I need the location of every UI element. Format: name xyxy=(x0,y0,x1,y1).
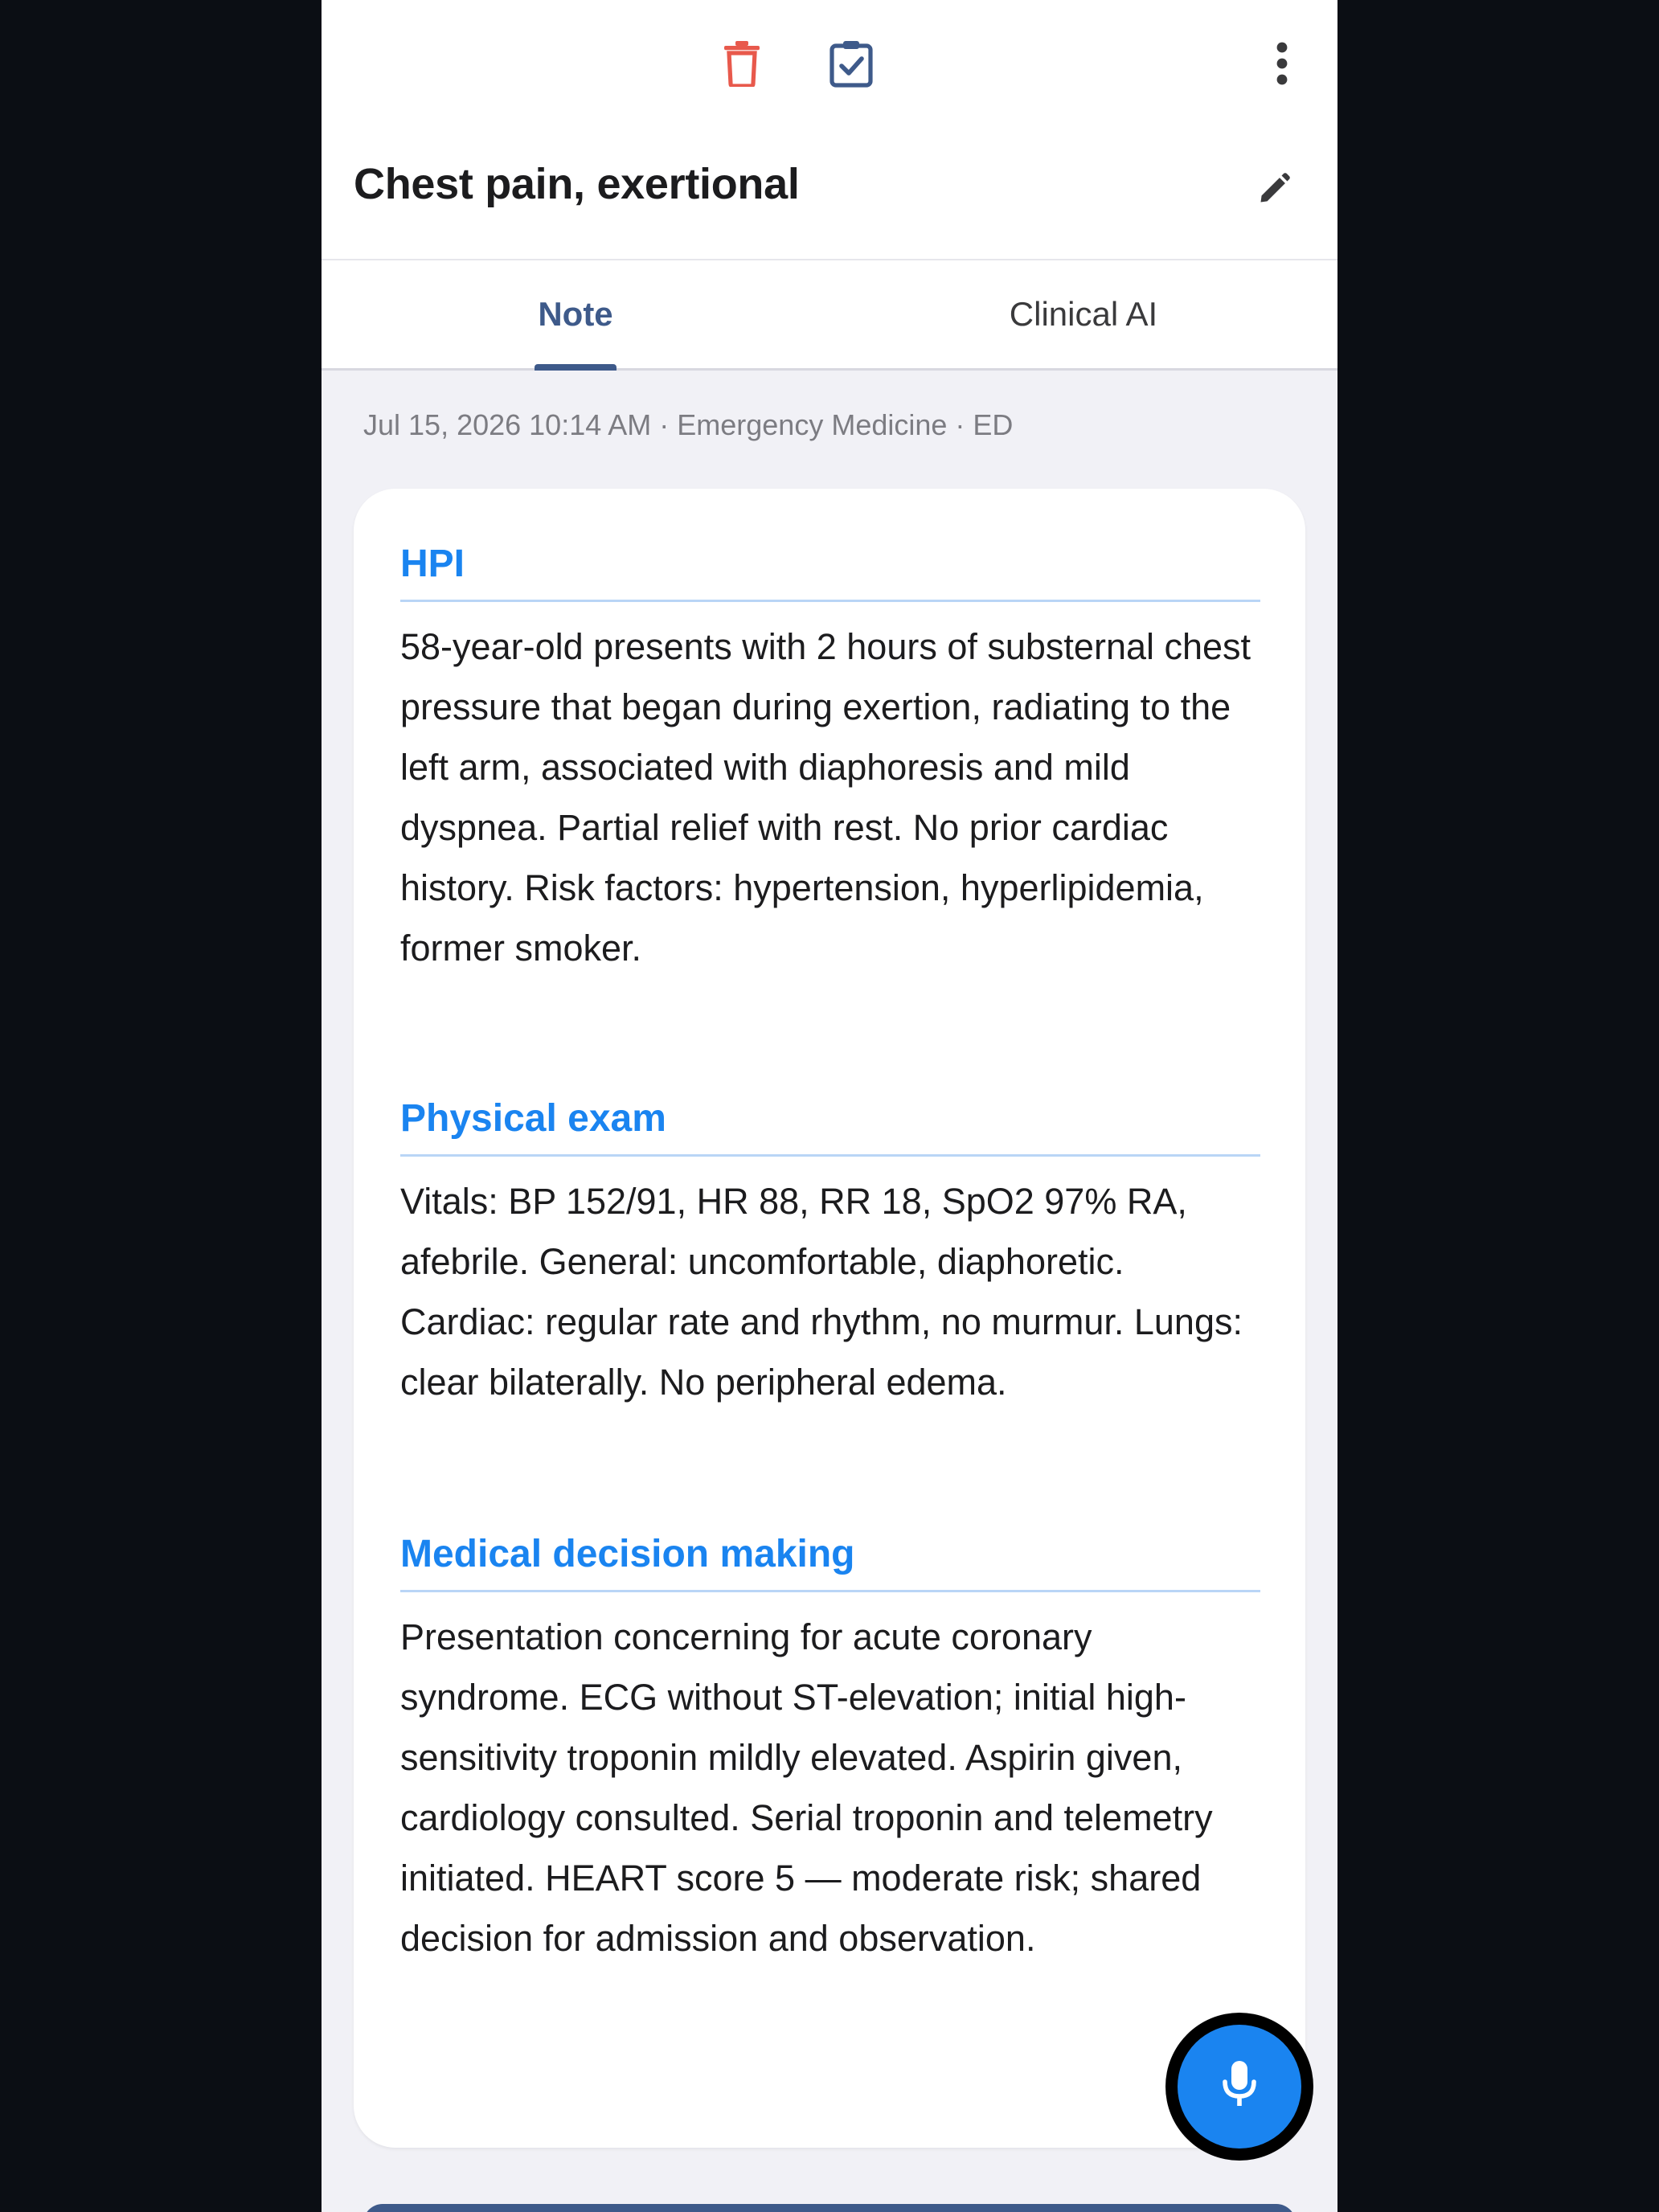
note-title: Chest pain, exertional xyxy=(354,160,800,208)
record-button-face xyxy=(1178,2025,1301,2149)
note-section-hpi xyxy=(400,540,1260,978)
note-tabs xyxy=(322,260,1337,371)
note-section-mdm xyxy=(400,1530,1260,1968)
note-header xyxy=(322,0,1337,260)
mark-complete-button[interactable] xyxy=(815,27,887,100)
record-button[interactable] xyxy=(1165,2013,1313,2161)
tab-clinical-ai-label: Clinical AI xyxy=(1009,295,1158,333)
section-heading: Medical decision making xyxy=(400,1530,1260,1592)
section-body[interactable]: Presentation concerning for acute coronary syndrome. ECG without ST-elevation; initial high-sensitivity troponin mildly elevated. Aspirin given, cardiology consulted. Serial troponin and telemetry initiated. HEART score 5 — moderate risk; shared decision for admission and observation. xyxy=(400,1616,1213,1959)
edit-title-button[interactable] xyxy=(1238,153,1310,225)
more-vertical-icon xyxy=(1274,41,1290,86)
delete-button[interactable] xyxy=(706,27,778,100)
trash-icon xyxy=(723,40,761,87)
tab-clinical-ai[interactable] xyxy=(830,260,1337,368)
tab-note-label: Note xyxy=(538,295,613,333)
note-metadata: Jul 15, 2026 10:14 AM · Emergency Medicine · ED xyxy=(363,408,1014,441)
pencil-icon xyxy=(1256,171,1292,207)
section-body[interactable]: 58-year-old presents with 2 hours of substernal chest pressure that began during exertion, radiating to the left arm, associated with diaphoresis and mild dyspnea. Partial relief with rest. No prior cardiac history. Risk factors: hypertension, hyperlipidemia, former smoker. xyxy=(400,626,1251,969)
note-section-physical-exam xyxy=(400,1095,1260,1412)
bottom-action-bar[interactable] xyxy=(363,2204,1296,2212)
more-menu-button[interactable] xyxy=(1246,27,1318,100)
tab-note[interactable] xyxy=(322,260,830,368)
note-card xyxy=(354,489,1305,2148)
section-heading: HPI xyxy=(400,540,1260,602)
overflow-menu-button[interactable] xyxy=(925,27,997,100)
section-heading: Physical exam xyxy=(400,1095,1260,1157)
clipboard-check-icon xyxy=(829,39,874,88)
microphone-icon xyxy=(1220,2059,1259,2115)
active-tab-indicator xyxy=(535,364,616,371)
app-screen xyxy=(322,0,1337,2212)
section-body[interactable]: Vitals: BP 152/91, HR 88, RR 18, SpO2 97% RA, afebrile. General: uncomfortable, diaphoretic. Cardiac: regular rate and rhythm, no murmur. Lungs: clear bilaterally. No peripheral edema. xyxy=(400,1181,1243,1403)
